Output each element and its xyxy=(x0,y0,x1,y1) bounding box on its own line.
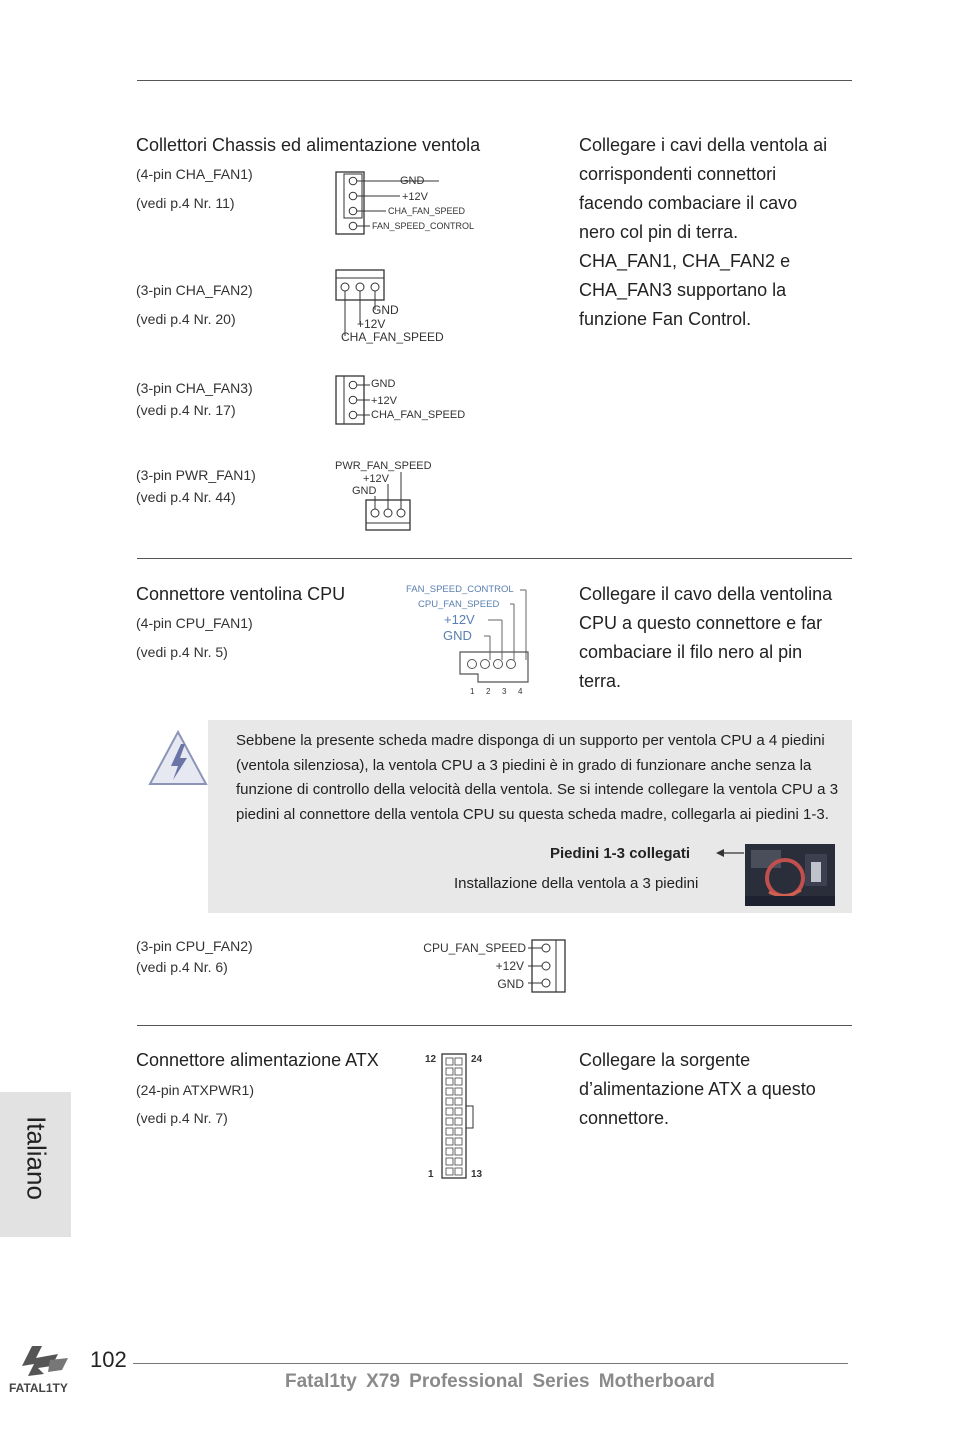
cha-fan3-label-12v: +12V xyxy=(371,395,397,407)
cha-fan1-label-speed: CHA_FAN_SPEED xyxy=(388,206,466,216)
cpu-title: Connettore ventolina CPU xyxy=(136,584,346,604)
note-caption: Installazione della ventola a 3 piedini xyxy=(454,875,699,892)
cha-fan1-label-12v: +12V xyxy=(402,191,428,203)
note-text: Sebbene la presente scheda madre disponga di un supporto per ventola CPU a 4 piedini (ventola silenziosa), la ventola CPU a 3 piedini è in grado di funzionare anche senza la funzione di controllo della velocità della ventola. Se si intende collegare la ventola CPU a 3 piedini al connettore della ventola CPU su questa scheda madre, collegarla ai piedini 1-3. xyxy=(236,732,839,823)
cpu-fan2-pin: (3-pin CPU_FAN2) xyxy=(136,938,253,954)
page-number: 102 xyxy=(90,1347,127,1372)
cpu-fan2-ref: (vedi p.4 Nr. 6) xyxy=(136,959,228,975)
pwr-fan1-ref: (vedi p.4 Nr. 44) xyxy=(136,489,236,505)
cha-fan3-label-gnd: GND xyxy=(371,378,396,390)
cha-fan1-label-gnd: GND xyxy=(400,175,425,187)
cha-fan1-pin: (4-pin CHA_FAN1) xyxy=(136,166,253,182)
cha-fan3-pin: (3-pin CHA_FAN3) xyxy=(136,380,253,396)
pwr-fan1-diagram xyxy=(334,456,454,534)
pwr-fan1-label-gnd: GND xyxy=(352,485,377,497)
fatal1ty-logo-icon xyxy=(8,1340,92,1398)
cha-fan2-label-speed: CHA_FAN_SPEED xyxy=(341,330,444,344)
pwr-fan1-label-speed: PWR_FAN_SPEED xyxy=(335,460,432,472)
cha-fan1-label-control: FAN_SPEED_CONTROL xyxy=(372,221,475,231)
cha-fan3-diagram xyxy=(334,374,484,426)
cpu-fan1-label-gnd: GND xyxy=(443,628,472,643)
section-divider-2 xyxy=(137,1025,852,1026)
atx-pin: (24-pin ATXPWR1) xyxy=(136,1082,254,1098)
cha-fan3-ref: (vedi p.4 Nr. 17) xyxy=(136,402,236,418)
warning-icon xyxy=(148,728,210,790)
footer-title: Fatal1ty X79 Professional Series Motherboard xyxy=(285,1371,715,1392)
cha-fan2-label-12v: +12V xyxy=(357,317,386,331)
cha-fan2-pin: (3-pin CHA_FAN2) xyxy=(136,282,253,298)
cpu-pin-number-2: 2 xyxy=(486,687,491,696)
atx-pin-label-1: 1 xyxy=(428,1169,434,1180)
cpu-fan1-ref: (vedi p.4 Nr. 5) xyxy=(136,644,228,660)
atx-title: Connettore alimentazione ATX xyxy=(136,1050,379,1070)
atx-pin-label-12: 12 xyxy=(425,1054,437,1065)
cha-fan2-diagram xyxy=(334,268,474,346)
chassis-title: Collettori Chassis ed alimentazione ventola xyxy=(136,135,481,155)
cpu-pin-number-1: 1 xyxy=(470,687,475,696)
cpu-fan2-diagram xyxy=(400,938,570,994)
cha-fan2-ref: (vedi p.4 Nr. 20) xyxy=(136,311,236,327)
pwr-fan1-pin: (3-pin PWR_FAN1) xyxy=(136,467,256,483)
atx-pin-label-24: 24 xyxy=(471,1054,483,1065)
cpu-fan1-label-control: FAN_SPEED_CONTROL xyxy=(406,584,514,595)
cpu-fan2-label-12v: +12V xyxy=(495,959,524,973)
cpu-pin-number-3: 3 xyxy=(502,687,507,696)
fan-photo-icon xyxy=(745,844,835,906)
cpu-description: Collegare il cavo della ventolina CPU a questo connettore e far combaciare il filo nero al pin terra. xyxy=(579,584,833,691)
atx-ref: (vedi p.4 Nr. 7) xyxy=(136,1110,228,1126)
atx-pin-label-13: 13 xyxy=(471,1169,483,1180)
arrow-left-icon xyxy=(714,846,746,860)
side-tab-label: Italiano xyxy=(21,1116,52,1200)
cpu-fan2-label-gnd: GND xyxy=(497,977,524,991)
cpu-fan1-label-speed: CPU_FAN_SPEED xyxy=(418,599,500,610)
pins-label: Piedini 1-3 collegati xyxy=(550,845,691,862)
pwr-fan1-label-12v: +12V xyxy=(363,473,389,485)
section-divider-1 xyxy=(137,558,852,559)
cpu-fan1-pin: (4-pin CPU_FAN1) xyxy=(136,615,253,631)
top-rule xyxy=(137,80,852,81)
footer-rule xyxy=(133,1363,848,1364)
atx-diagram xyxy=(420,1050,490,1184)
cha-fan1-diagram xyxy=(334,170,494,236)
cpu-pin-number-4: 4 xyxy=(518,687,523,696)
cpu-fan2-label-speed: CPU_FAN_SPEED xyxy=(423,941,526,955)
footer-logo-text: FATAL1TY xyxy=(9,1381,68,1395)
atx-description: Collegare la sorgente d’alimentazione ATX a questo connettore. xyxy=(579,1050,816,1128)
cha-fan3-label-speed: CHA_FAN_SPEED xyxy=(371,409,466,421)
cpu-fan1-diagram xyxy=(404,582,540,698)
cpu-fan1-label-12v: +12V xyxy=(444,612,475,627)
cha-fan2-label-gnd: GND xyxy=(372,303,399,317)
cha-fan1-ref: (vedi p.4 Nr. 11) xyxy=(136,195,235,211)
chassis-description: Collegare i cavi della ventola ai corrispondenti connettori facendo combaciare il cavo nero col pin di terra. CHA_FAN1, CHA_FAN2 e CHA_FAN3 supportano la funzione Fan Control. xyxy=(579,135,828,329)
